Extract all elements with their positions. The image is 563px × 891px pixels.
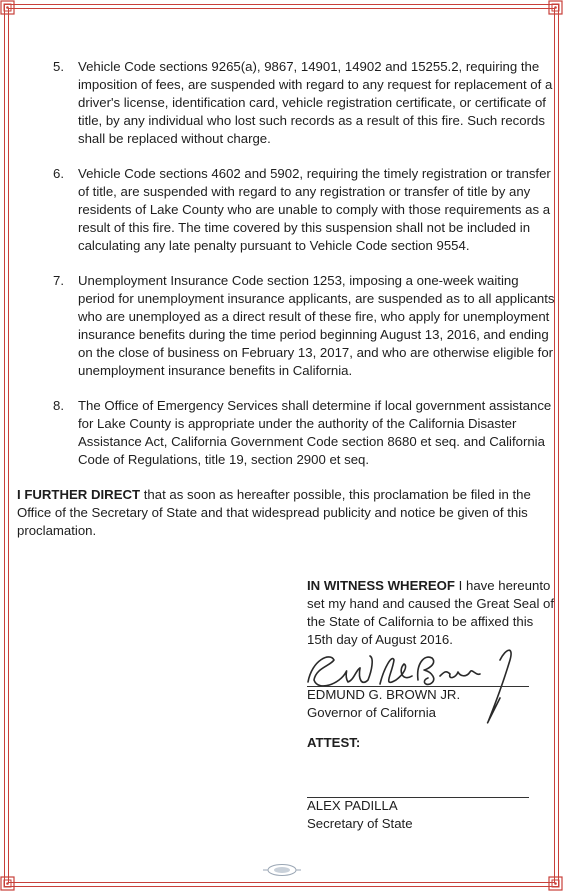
corner-ornament-icon <box>548 876 563 891</box>
item-number: 6. <box>53 166 64 181</box>
state-emblem-icon <box>261 863 303 877</box>
corner-ornament-icon <box>0 0 15 15</box>
governor-title: Governor of California <box>307 705 437 720</box>
governor-block <box>307 686 460 722</box>
corner-ornament-icon <box>548 0 563 15</box>
item-text: Vehicle Code sections 9265(a), 9867, 14901, 14902 and 15255.2, requiring the imposition of fees, are suspended with regard to any request for replacement of a driver's license, identification card, vehicle registration certificate, or certificate of title, by any individual who lost such records as a result of this fire. Such records shall be replaced without charge. <box>78 59 553 146</box>
list-item <box>53 58 555 148</box>
further-direct-paragraph <box>17 486 555 540</box>
governor-name: EDMUND G. BROWN JR. <box>307 687 461 702</box>
item-number: 8. <box>53 398 64 413</box>
list-item <box>53 397 555 469</box>
further-direct-lead: I FURTHER DIRECT <box>17 487 141 502</box>
attest-label: ATTEST: <box>307 735 361 750</box>
proclamation-body <box>17 58 555 540</box>
item-text: Vehicle Code sections 4602 and 5902, requiring the timely registration or transfer of title, are suspended with regard to any registration or transfer of title by any residents of Lake County who are unable to comply with those requirements as a result of this fire. The time covered by this suspension shall not be included in calculating any late penalty pursuant to Vehicle Code section 9554. <box>78 166 551 253</box>
secretary-block <box>307 797 413 833</box>
item-number: 7. <box>53 273 64 288</box>
list-item <box>53 165 555 255</box>
item-text: The Office of Emergency Services shall determine if local government assistance for Lake County is appropriate under the authority of the California Disaster Assistance Act, California Government Code section 8680 et seq. and California Code of Regulations, title 19, section 2900 et seq. <box>78 398 552 467</box>
item-text: Unemployment Insurance Code section 1253, imposing a one-week waiting period for unemployment insurance applicants, are suspended as to all applicants who are unemployed as a direct result of these fire, who apply for unemployment insurance benefits during the time period beginning August 13, 2016, and ending on the close of business on February 13, 2017, and who are otherwise eligible for unemployment insurance benefits in California. <box>78 273 555 378</box>
item-number: 5. <box>53 59 64 74</box>
secretary-title: Secretary of State <box>307 816 413 831</box>
corner-ornament-icon <box>0 876 15 891</box>
list-item <box>53 272 555 380</box>
further-direct-text: that as soon as hereafter possible, this proclamation be filed in the Office of the Secretary of State and that widespread publicity and notice be given of this proclamation. <box>17 487 531 538</box>
secretary-name: ALEX PADILLA <box>307 798 398 813</box>
witness-text: I have hereunto set my hand and caused the Great Seal of the State of California to be affixed this 15th day of August 2016. <box>307 578 555 647</box>
witness-lead: IN WITNESS WHEREOF <box>307 578 455 593</box>
witness-paragraph <box>307 577 557 649</box>
